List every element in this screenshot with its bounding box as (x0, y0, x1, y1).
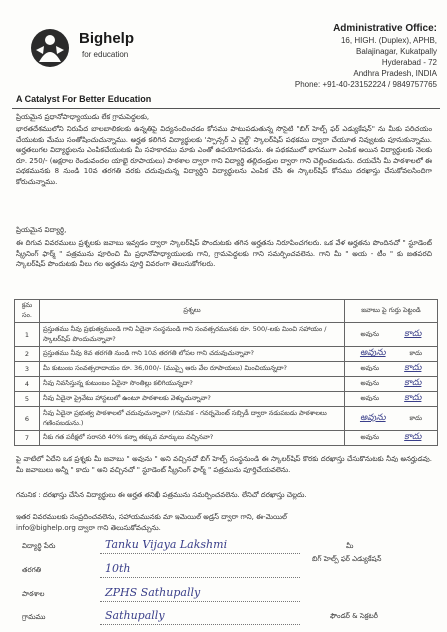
letter-paragraph-2: ఈ దిగువ వివరములు ప్రశ్నలకు జవాబు ఇవ్వడం ద్వారా స్కాలర్‌షిప్ పొందుటకు తగిన అర్హతను నిరూపించగలరు. ఒక వేళ అర్హతను పొందినచో " స్టూడెంట్ స్క్రీనింగ్ ఫార్మ్ " పత్రమును పూరించి మీ ప్రధానోపాధ్యాయులకు గాని, గ్రామపెద్దలకు గాని సమర్పించవలెను. గాని మీ " అయ - టీం " కు జతపరచి స్కాలర్‌షిప్ పొందుటకు వీలు గల అర్హతను పూర్తి వివరంగా తెలుసుకోగలరు. (16, 239, 432, 268)
option-yes[interactable]: అవును (360, 329, 380, 338)
table-header-row (15, 300, 438, 323)
option-yes[interactable]: అవును (359, 348, 386, 358)
label-class: తరగతి (22, 566, 42, 574)
header-divider (12, 108, 440, 109)
table-row (15, 377, 438, 392)
row-number: 7 (15, 431, 40, 446)
brand-subtitle: for education (82, 50, 129, 59)
row-answer (345, 323, 438, 347)
student-salutation: ప్రియమైన విద్యార్థి, (16, 226, 67, 234)
option-yes[interactable]: అవును (360, 394, 380, 402)
value-class: 10th (105, 562, 131, 575)
value-school: ZPHS Sathupally (105, 586, 201, 599)
row-answer (345, 362, 438, 377)
row-number: 1 (15, 323, 40, 347)
header-answer: జవాబు పై గుర్తు పెట్టండి (345, 300, 438, 323)
underline (100, 553, 300, 554)
row-question: ప్రస్తుతము నీవు ప్రభుత్వముండి గాని ఏదైనా సంస్థనుండి గాని సంవత్సరమునకు రూ. 500/-లకు మించి సహాయం / స్కాలర్‌షిప్ పొందుచున్నావా? (40, 323, 345, 347)
address-line: Hyderabad - 72 (381, 58, 437, 67)
office-address (217, 22, 437, 90)
row-question: మీ కుటుంబ సంవత్సరాదాయం రూ. 36,000/- (ముప్పై ఆరు వేల రూపాయలు) మించియున్నదా? (40, 362, 345, 377)
row-answer (345, 407, 438, 431)
bighelp-logo-icon (30, 28, 70, 68)
row-number: 5 (15, 392, 40, 407)
header-serial: క్రమ సం. (15, 300, 40, 323)
contact-paragraph: ఇతర వివరములకు సంప్రదించవలెను, సహాయమునకు మా ఇమెయిల్ అడ్రస్ ద్వారా గాని, ఈ-మెయిల్ (16, 513, 287, 521)
row-answer (345, 347, 438, 362)
salutation: ప్రియమైన ప్రధానోపాధ్యాయుడు లేక గ్రామపెద్దలకు, (16, 113, 150, 121)
option-yes[interactable]: అవును (360, 364, 380, 372)
email-line: info@bighelp.org ద్వారా గాని తెలుసుకోవచ్చును. (16, 524, 161, 532)
signoff-title: ఫౌండర్ & సెక్రటరీ (330, 612, 378, 620)
label-village: గ్రామము (22, 613, 46, 621)
option-no[interactable]: కాదు (404, 378, 422, 388)
row-answer (345, 431, 438, 446)
option-yes[interactable]: అవును (360, 433, 380, 441)
option-no[interactable]: కాదు (409, 413, 423, 422)
option-no[interactable]: కాదు (404, 393, 422, 403)
phone-line: Phone: +91-40-23152224 / 9849757765 (294, 80, 437, 89)
label-student-name: విద్యార్థి పేరు (22, 542, 56, 550)
table-row (15, 407, 438, 431)
row-number: 2 (15, 347, 40, 362)
address-line: 16, HIGH. (Duplex), APHB, (340, 36, 437, 45)
table-row (15, 392, 438, 407)
row-number: 6 (15, 407, 40, 431)
eligibility-paragraph: పై వాటిలో ఏదేని ఒక ప్రశ్నకు మీ జవాబు " అవును " అని వచ్చినచో బిగ్ హెల్ప్ సంస్థనుండి ఈ స్కాలర్‌షిప్ కొరకు దరఖాస్తు చేసుకొనుటకు నీవు అనర్హుడవు. మీ జవాబులు అన్నీ " కాదు " అని వచ్చినచో " స్టూడెంట్ స్క్రీనింగ్ ఫార్మ్ " పత్రమును పూర్తిచేయవలెను. (16, 455, 432, 474)
note-paragraph: గమనిక : దరఖాస్తు చేసిన విద్యార్థులు ఈ అర్హత తనిఖీ పత్రమును సమర్పించవలెను. లేనిచో దరఖాస్తు చెల్లదు. (16, 491, 307, 499)
table-row (15, 431, 438, 446)
brand-name: Bighelp (79, 30, 134, 47)
label-school: పాఠశాల (22, 590, 45, 598)
underline (100, 624, 300, 625)
row-question: నీకు గత పరీక్షలో సరాసరి 40% కన్నా తక్కువ మార్కులు వచ్చినవా? (40, 431, 345, 446)
tagline: A Catalyst For Better Education (16, 94, 152, 104)
screening-table (14, 299, 438, 446)
value-village: Sathupally (105, 609, 165, 622)
table-row (15, 323, 438, 347)
address-line: Andhra Pradesh, INDIA (353, 69, 437, 78)
option-no[interactable]: కాదు (409, 349, 423, 357)
option-no[interactable]: కాదు (404, 328, 422, 339)
table-row (15, 362, 438, 377)
value-student-name: Tanku Vijaya Lakshmi (105, 538, 228, 551)
option-yes[interactable]: అవును (360, 379, 380, 387)
signoff-org: బిగ్ హెల్ప్ ఫర్ ఎడ్యుకేషన్ (312, 555, 382, 563)
option-yes[interactable]: అవును (359, 412, 386, 423)
row-number: 3 (15, 362, 40, 377)
row-answer (345, 392, 438, 407)
underline (100, 577, 300, 578)
option-no[interactable]: కాదు (404, 432, 422, 442)
office-heading: Administrative Office: (333, 23, 437, 34)
row-question: నీవు ఏదైనా ప్రభుత్వ పాఠశాలలో చదువుచున్నావా? (గమనిక - గవర్నమెంట్ సబ్సిడీ ద్వారా నడుపబడు పాఠశాలలు గణింపబడును.) (40, 407, 345, 431)
row-question: నీవు ఏదైనా ప్రైవేటు హాస్టలులో ఉంటూ పాఠశాలకు వెళ్ళుచున్నావా? (40, 392, 345, 407)
table-row (15, 347, 438, 362)
row-question: ప్రస్తుతము నీవు 8వ తరగతి నుండి గాని 10వ తరగతి లోపల గాని చదువుచున్నావా? (40, 347, 345, 362)
underline (100, 601, 300, 602)
address-line: Balajinagar, Kukatpally (356, 47, 437, 56)
signoff-yours: మీ (346, 542, 354, 550)
row-answer (345, 377, 438, 392)
option-no[interactable]: కాదు (404, 363, 422, 373)
header-questions: ప్రశ్నలు (40, 300, 345, 323)
row-number: 4 (15, 377, 40, 392)
letter-paragraph-1: భారతదేశములోని నిరుపేద బాలబాలికలకు ఉన్నతిపై విద్యనందించడం కోసము పాటుపడుతున్న సొసైటి "బిగ్ హెల్ప్ ఫర్ ఎడ్యుకేషన్" ను మీకు పరిచయం చేయుటకు మేము సంతోషించుచున్నాము. అర్హత కలిగిన విద్యార్థులకు 'స్పాన్సర్ ఎ చైల్డ్' స్కాలర్‌షిప్ పథకము ద్వారా చేయూత నివ్వుటకు పూనుకున్నాము. అర్హతలుగల విద్యార్థులను ఎంపికచేయుటకు మీ సహకారము మాకు ఎంతో ఉపయోగపడును. ఈ పథకములో భాగముగా ఎంపిక అయిన విద్యార్థులకు నెలకు రూ. 250/- (అక్షరాల రెండువందల యాభై రూపాయలు) పాఠశాల ద్వారా గాని విద్యార్థి తల్లిదండ్రుల ద్వారా గాని చెల్లించబడును. దయచేసి మీ పాఠశాలలో ఈ పథకమునకు 8 నుండి 10వ తరగతి వరకు చదువుచున్న విద్యార్థిని విద్యార్థులను ఎంపిక చేసి ఈ స్కాలర్‌షిప్ కోసము దరఖాస్తు చేసుకోవలసిందిగా కోరుచున్నాము. (16, 125, 432, 186)
row-question: నీవు నివసిస్తున్న కుటుంబం ఏదైనా సొంతిల్లు కలిగియున్నదా? (40, 377, 345, 392)
